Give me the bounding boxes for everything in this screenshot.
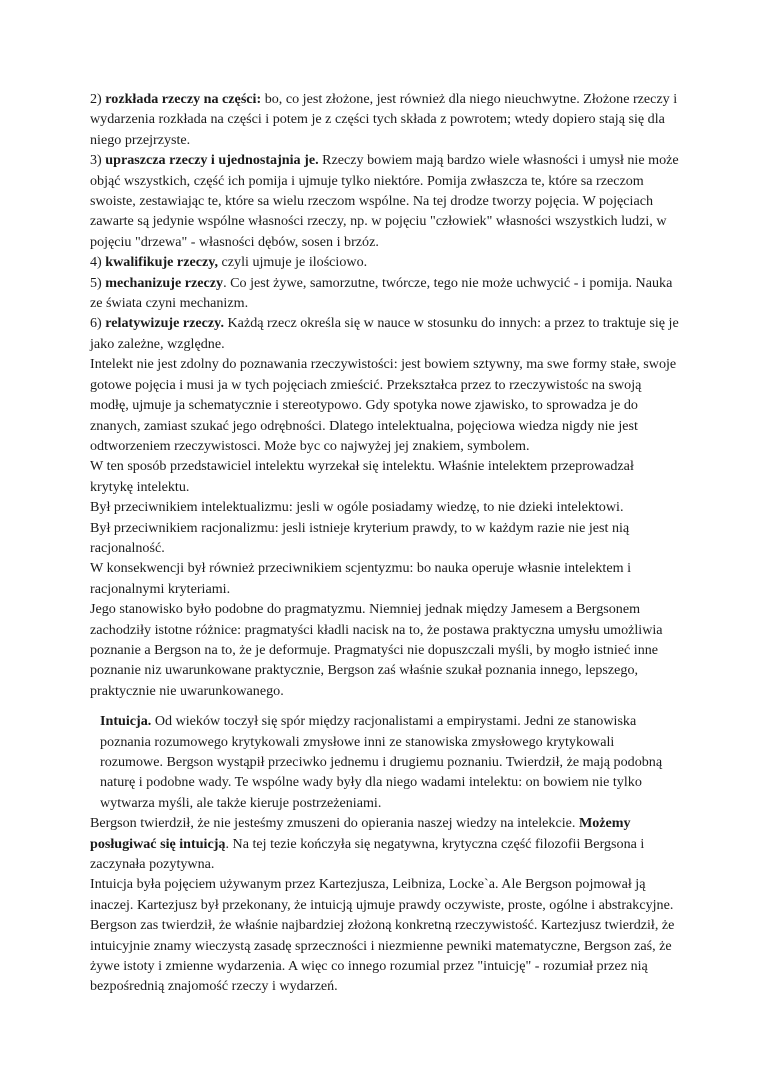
item-number: 2) — [90, 91, 102, 107]
item-bold: kwalifikuje rzeczy, — [105, 254, 219, 271]
item-bold: upraszcza rzeczy i ujednostajnia je. — [105, 152, 319, 169]
item-number: 6) — [90, 315, 102, 332]
paragraph-text: Bergson twierdził, że nie jesteśmy zmuszeni do opierania naszej wiedzy na intelekcie. — [90, 815, 579, 832]
list-item-2 — [90, 89, 680, 150]
paragraph-intellectualism: Był przeciwnikiem intelektualizmu: jesli w ogóle posiadamy wiedzę, to nie dzieki intelektowi. — [90, 499, 624, 516]
item-number: 3) — [90, 152, 102, 169]
paragraph-intuition-intro — [90, 711, 680, 813]
list-item-5 — [90, 273, 680, 314]
paragraph-rationalism: Był przeciwnikiem racjonalizmu: jesli istnieje kryterium prawdy, to w każdym razie nie jest nią racjonalność. — [90, 519, 630, 556]
emphasis-text: Możemy posługiwać się intuicją — [90, 815, 631, 852]
item-text: . Co jest żywe, samorzutne, twórcze, tego nie może uchwycić - i pomija. Nauka ze świata czyni mechanizm. — [90, 274, 673, 312]
item-text: czyli ujmuje je ilościowo. — [218, 254, 368, 271]
paragraph-scientism: W konsekwencji był również przeciwnikiem scjentyzmu: bo nauka operuje własnie intelektem i racjonalnymi kryteriami. — [90, 560, 632, 597]
paragraph-renounce: W ten sposób przedstawiciel intelektu wyrzekał się intelektu. Właśnie intelektem przeprowadzał krytykę intelektu. — [90, 458, 634, 495]
item-text: Rzeczy bowiem mają bardzo wiele własności i umysł nie może objąć wszystkich, część ich pomija i ujmuje tylko niektóre. Pomija zwłaszcza te, które sa rzeczom swoiste, zestawiając te, które sa wielu rzeczom wspólne. Na tej drodze tworzy pojęcia. W pojęciach zawarte są jedynie wspólne własności rzeczy, np. w pojęciu "człowiek" własności wszystkich ludzi, w pojęciu "drzewa" - własności dębów, sosen i brzóz. — [90, 152, 679, 250]
list-item-4 — [90, 252, 680, 272]
item-number: 5) — [90, 274, 102, 291]
section-gap — [90, 701, 680, 711]
section-heading: Intuicja. — [100, 713, 152, 730]
paragraph-text: Od wieków toczył się spór między racjonalistami a empirystami. Jedni ze stanowiska poznania rozumowego krytykowali zmysłowe inni ze stanowiska zmysłowego krytykowali rozumowe. Bergson wystąpił przeciwko jednemu i drugiemu poznaniu. Twierdził, że mają podobną naturę i podobne wady. Te wspólne wady były dla niego wadami intelektu: on bowiem nie tylko wytwarza myśli, ale także kieruje postrzeżeniami. — [100, 713, 663, 811]
item-text: bo, co jest złożone, jest również dla niego nieuchwytne. Złożone rzeczy i wydarzenia rozkłada na części i potem je z części tych składa z powrotem; wtedy dopiero stają się dla niego przejrzyste. — [90, 91, 678, 148]
paragraph-intuition-history: Intuicja była pojęciem używanym przez Kartezjusza, Leibniza, Locke`a. Ale Bergson pojmował ją inaczej. Kartezjusz był przekonany, że intuicją ujmuje prawdy oczywiste, proste, ogólne i abstrakcyjne. Bergson zas twierdził, że właśnie najbardziej złożoną konkretną rzeczywistość. Kartezjusz twierdził, że intuicyjnie znamy wieczystą zasadę sprzeczności i niezmienne pewniki matematyczne, Bergson zaś, że żywe istoty i zmienne wydarzenia. A więc co innego rozumial przez "intuicję" - rozumiał przez nią bezpośrednią znajomość rzeczy i wydarzeń. — [90, 876, 675, 995]
item-bold: rozkłada rzeczy na części: — [105, 91, 262, 107]
item-text: Każdą rzecz określa się w nauce w stosunku do innych: a przez to traktuje się je jako zależne, względne. — [90, 315, 679, 352]
paragraph-intellect: Intelekt nie jest zdolny do poznawania rzeczywistości: jest bowiem sztywny, ma swe formy stałe, swoje gotowe pojęcia i musi ja w tych pojęciach zmieścić. Przekształca przez to rzeczywistośc na swoją modłę, ujmuje ja schematycznie i stereotypowo. Gdy spotyka nowe zjawisko, to sprowadza je do znanych, zamiast szukać jego odrębności. Dlatego intelektualna, pojęciowa wiedza nigdy nie jest odtworzeniem rzeczywistosci. Może byc co najwyżej jej znakiem, symbolem. — [90, 356, 677, 454]
item-bold: relatywizuje rzeczy. — [105, 315, 224, 332]
list-item-3 — [90, 150, 680, 252]
list-item-6 — [90, 313, 680, 354]
item-bold: mechanizuje rzeczy — [105, 274, 224, 291]
paragraph-text: . Na tej tezie kończyła się negatywna, krytyczna część filozofii Bergsona i zaczynała pozytywna. — [90, 835, 645, 873]
paragraph-intuition-thesis — [90, 813, 680, 874]
item-number: 4) — [90, 254, 102, 271]
paragraph-pragmatism: Jego stanowisko było podobne do pragmatyzmu. Niemniej jednak między Jamesem a Bergsonem zachodziły istotne różnice: pragmatyści kładli nacisk na to, że postawa praktyczna umysłu umożliwia poznanie a Bergson na to, że je deformuje. Pragmatyści nie dopuszczali myśli, by mogło istnieć inne poznanie niz uwarunkowane praktycznie, Bergson zaś właśnie szukał poznania innego, lepszego, praktycznie nie uwarunkowanego. — [90, 601, 663, 699]
